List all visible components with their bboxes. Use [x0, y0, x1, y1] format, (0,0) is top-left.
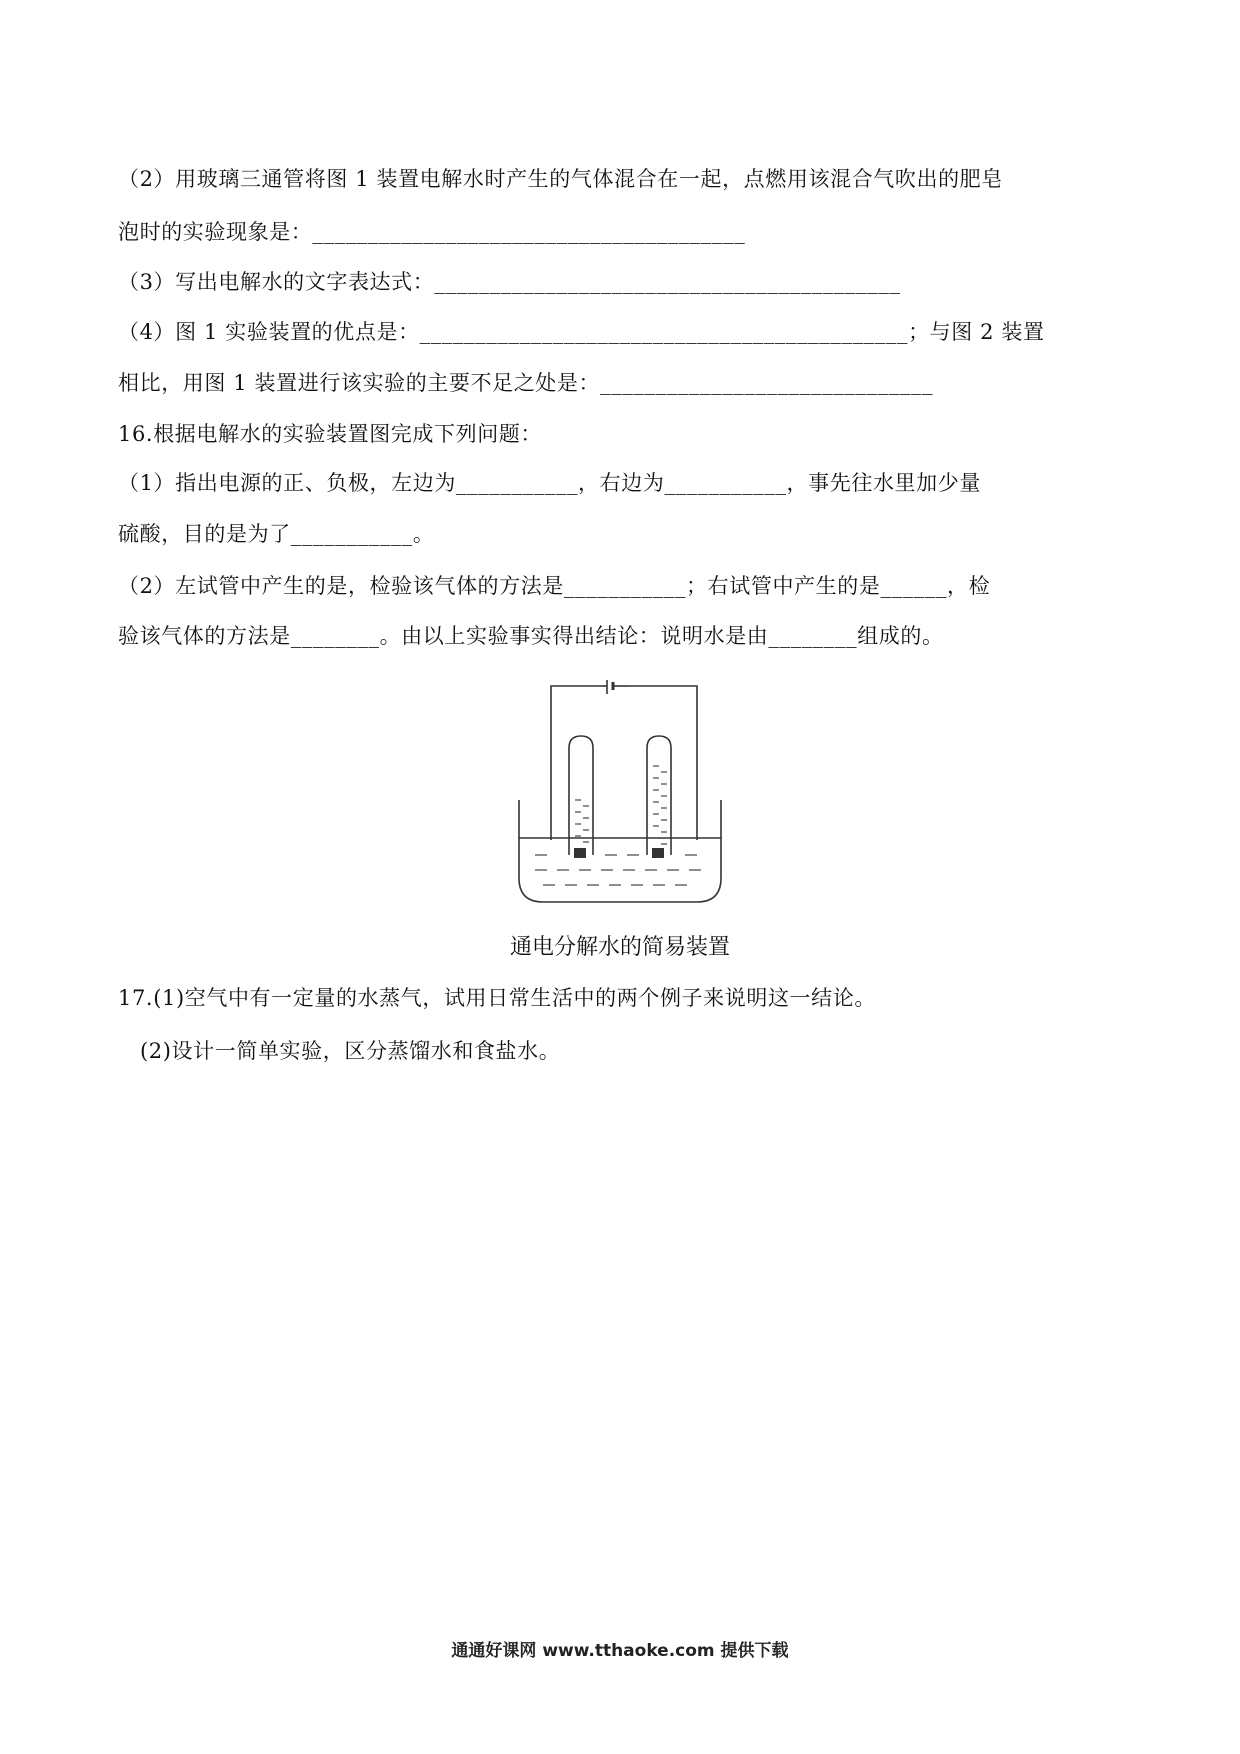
question-16-heading: 16.根据电解水的实验装置图完成下列问题： [118, 422, 542, 446]
question-17-1: 17.(1)空气中有一定量的水蒸气，试用日常生活中的两个例子来说明这一结论。 [118, 986, 876, 1010]
question-16-2-line-2: 验该气体的方法是________。由以上实验事实得出结论：说明水是由________组成的。 [118, 624, 944, 648]
left-electrode [574, 848, 586, 858]
question-15-2-line-2: 泡时的实验现象是：_______________________________________ [118, 220, 746, 244]
electrolysis-apparatus-figure [515, 680, 725, 912]
question-15-4-line-1: （4）图 1 实验装置的优点是：____________________________________________；与图 2 装置 [118, 320, 1045, 344]
right-electrode [652, 848, 664, 858]
question-15-3: （3）写出电解水的文字表达式：__________________________________________ [118, 270, 901, 294]
page-footer: 通通好课网 www.tthaoke.com 提供下载 [451, 1641, 789, 1661]
right-wire [629, 686, 697, 840]
figure-caption: 通电分解水的简易装置 [509, 935, 730, 960]
question-16-2-line-1: （2）左试管中产生的是，检验该气体的方法是___________；右试管中产生的是______，检 [118, 574, 991, 598]
water-basin [519, 800, 721, 902]
left-test-tube [569, 736, 593, 855]
question-15-4-line-2: 相比，用图 1 装置进行该实验的主要不足之处是：______________________________ [118, 371, 934, 395]
question-17-2: (2)设计一简单实验，区分蒸馏水和食盐水。 [140, 1039, 561, 1063]
question-15-2-line-1: （2）用玻璃三通管将图 1 装置电解水时产生的气体混合在一起，点燃用该混合气吹出的肥皂 [118, 167, 1003, 191]
right-test-tube [647, 736, 671, 855]
question-16-1-line-1: （1）指出电源的正、负极，左边为___________，右边为___________，事先往水里加少量 [118, 471, 981, 495]
question-16-1-line-2: 硫酸，目的是为了___________。 [118, 522, 435, 546]
